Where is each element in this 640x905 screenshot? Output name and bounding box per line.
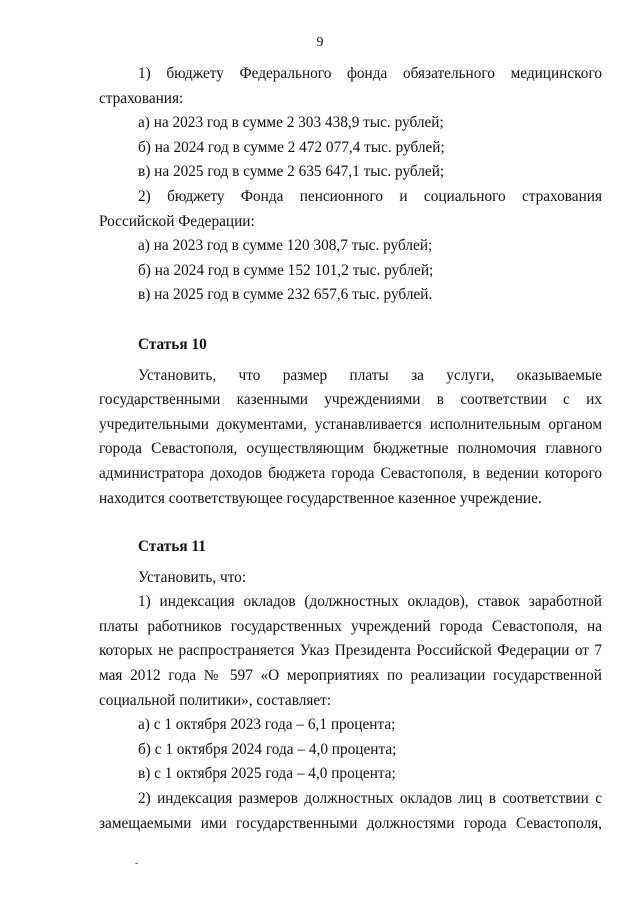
- paragraph-item-1: 1) бюджету Федерального фонда обязательного медицинского страхования:: [99, 65, 602, 107]
- article-10-heading: Статья 10: [138, 335, 207, 353]
- article-10-text: Установить, что размер платы за услуги, оказываемые государственными казенными учреждениями в соответствии с их учредительными документами, устанавливается исполнительным органом города Севастополя, осуществляющим бюджетные полномочия главного администратора доходов бюджета города Севастополя, в ведении которого находится соответствующее государственное казенное учреждение.: [99, 366, 602, 507]
- paragraph-subitem-b: б) на 2024 год в сумме 2 472 077,4 тыс. рублей;: [138, 138, 445, 156]
- article-11-subitem-a: а) с 1 октября 2023 года – 6,1 процента;: [138, 716, 396, 734]
- paragraph-item-2: 2) бюджету Фонда пенсионного и социального страхования Российской Федерации:: [99, 187, 602, 230]
- paragraph-subitem-c: в) на 2025 год в сумме 2 635 647,1 тыс. рублей;: [138, 163, 445, 181]
- article-11-subitem-b: б) с 1 октября 2024 года – 4,0 процента;: [138, 740, 397, 758]
- article-11-item-2: 2) индексация размеров должностных окладов лиц в соответствии с замещаемыми ими государственными должностями города Севастополя,: [99, 790, 602, 832]
- article-11-intro: Установить, что:: [138, 568, 247, 586]
- scan-mark: -: [135, 858, 139, 869]
- paragraph-subitem-b: б) на 2024 год в сумме 152 101,2 тыс. рублей;: [138, 261, 434, 279]
- document-body: [99, 62, 602, 836]
- article-11-subitem-c: в) с 1 октября 2025 года – 4,0 процента;: [138, 765, 396, 783]
- paragraph-subitem-c: в) на 2025 год в сумме 232 657,6 тыс. рублей.: [138, 286, 433, 304]
- page-number: 9: [316, 35, 324, 50]
- article-11-item-1: 1) индексация окладов (должностных окладов), ставок заработной платы работников государственных учреждений города Севастополя, на которых не распространяется Указ Президента Российской Федерации от 7 мая 2012 года № 597 «О мероприятиях по реализации государственной социальной политики», составляет:: [99, 593, 602, 709]
- article-11-heading: Статья 11: [138, 538, 206, 556]
- paragraph-subitem-a: а) на 2023 год в сумме 120 308,7 тыс. рублей;: [138, 237, 433, 255]
- paragraph-subitem-a: а) на 2023 год в сумме 2 303 438,9 тыс. рублей;: [138, 114, 444, 132]
